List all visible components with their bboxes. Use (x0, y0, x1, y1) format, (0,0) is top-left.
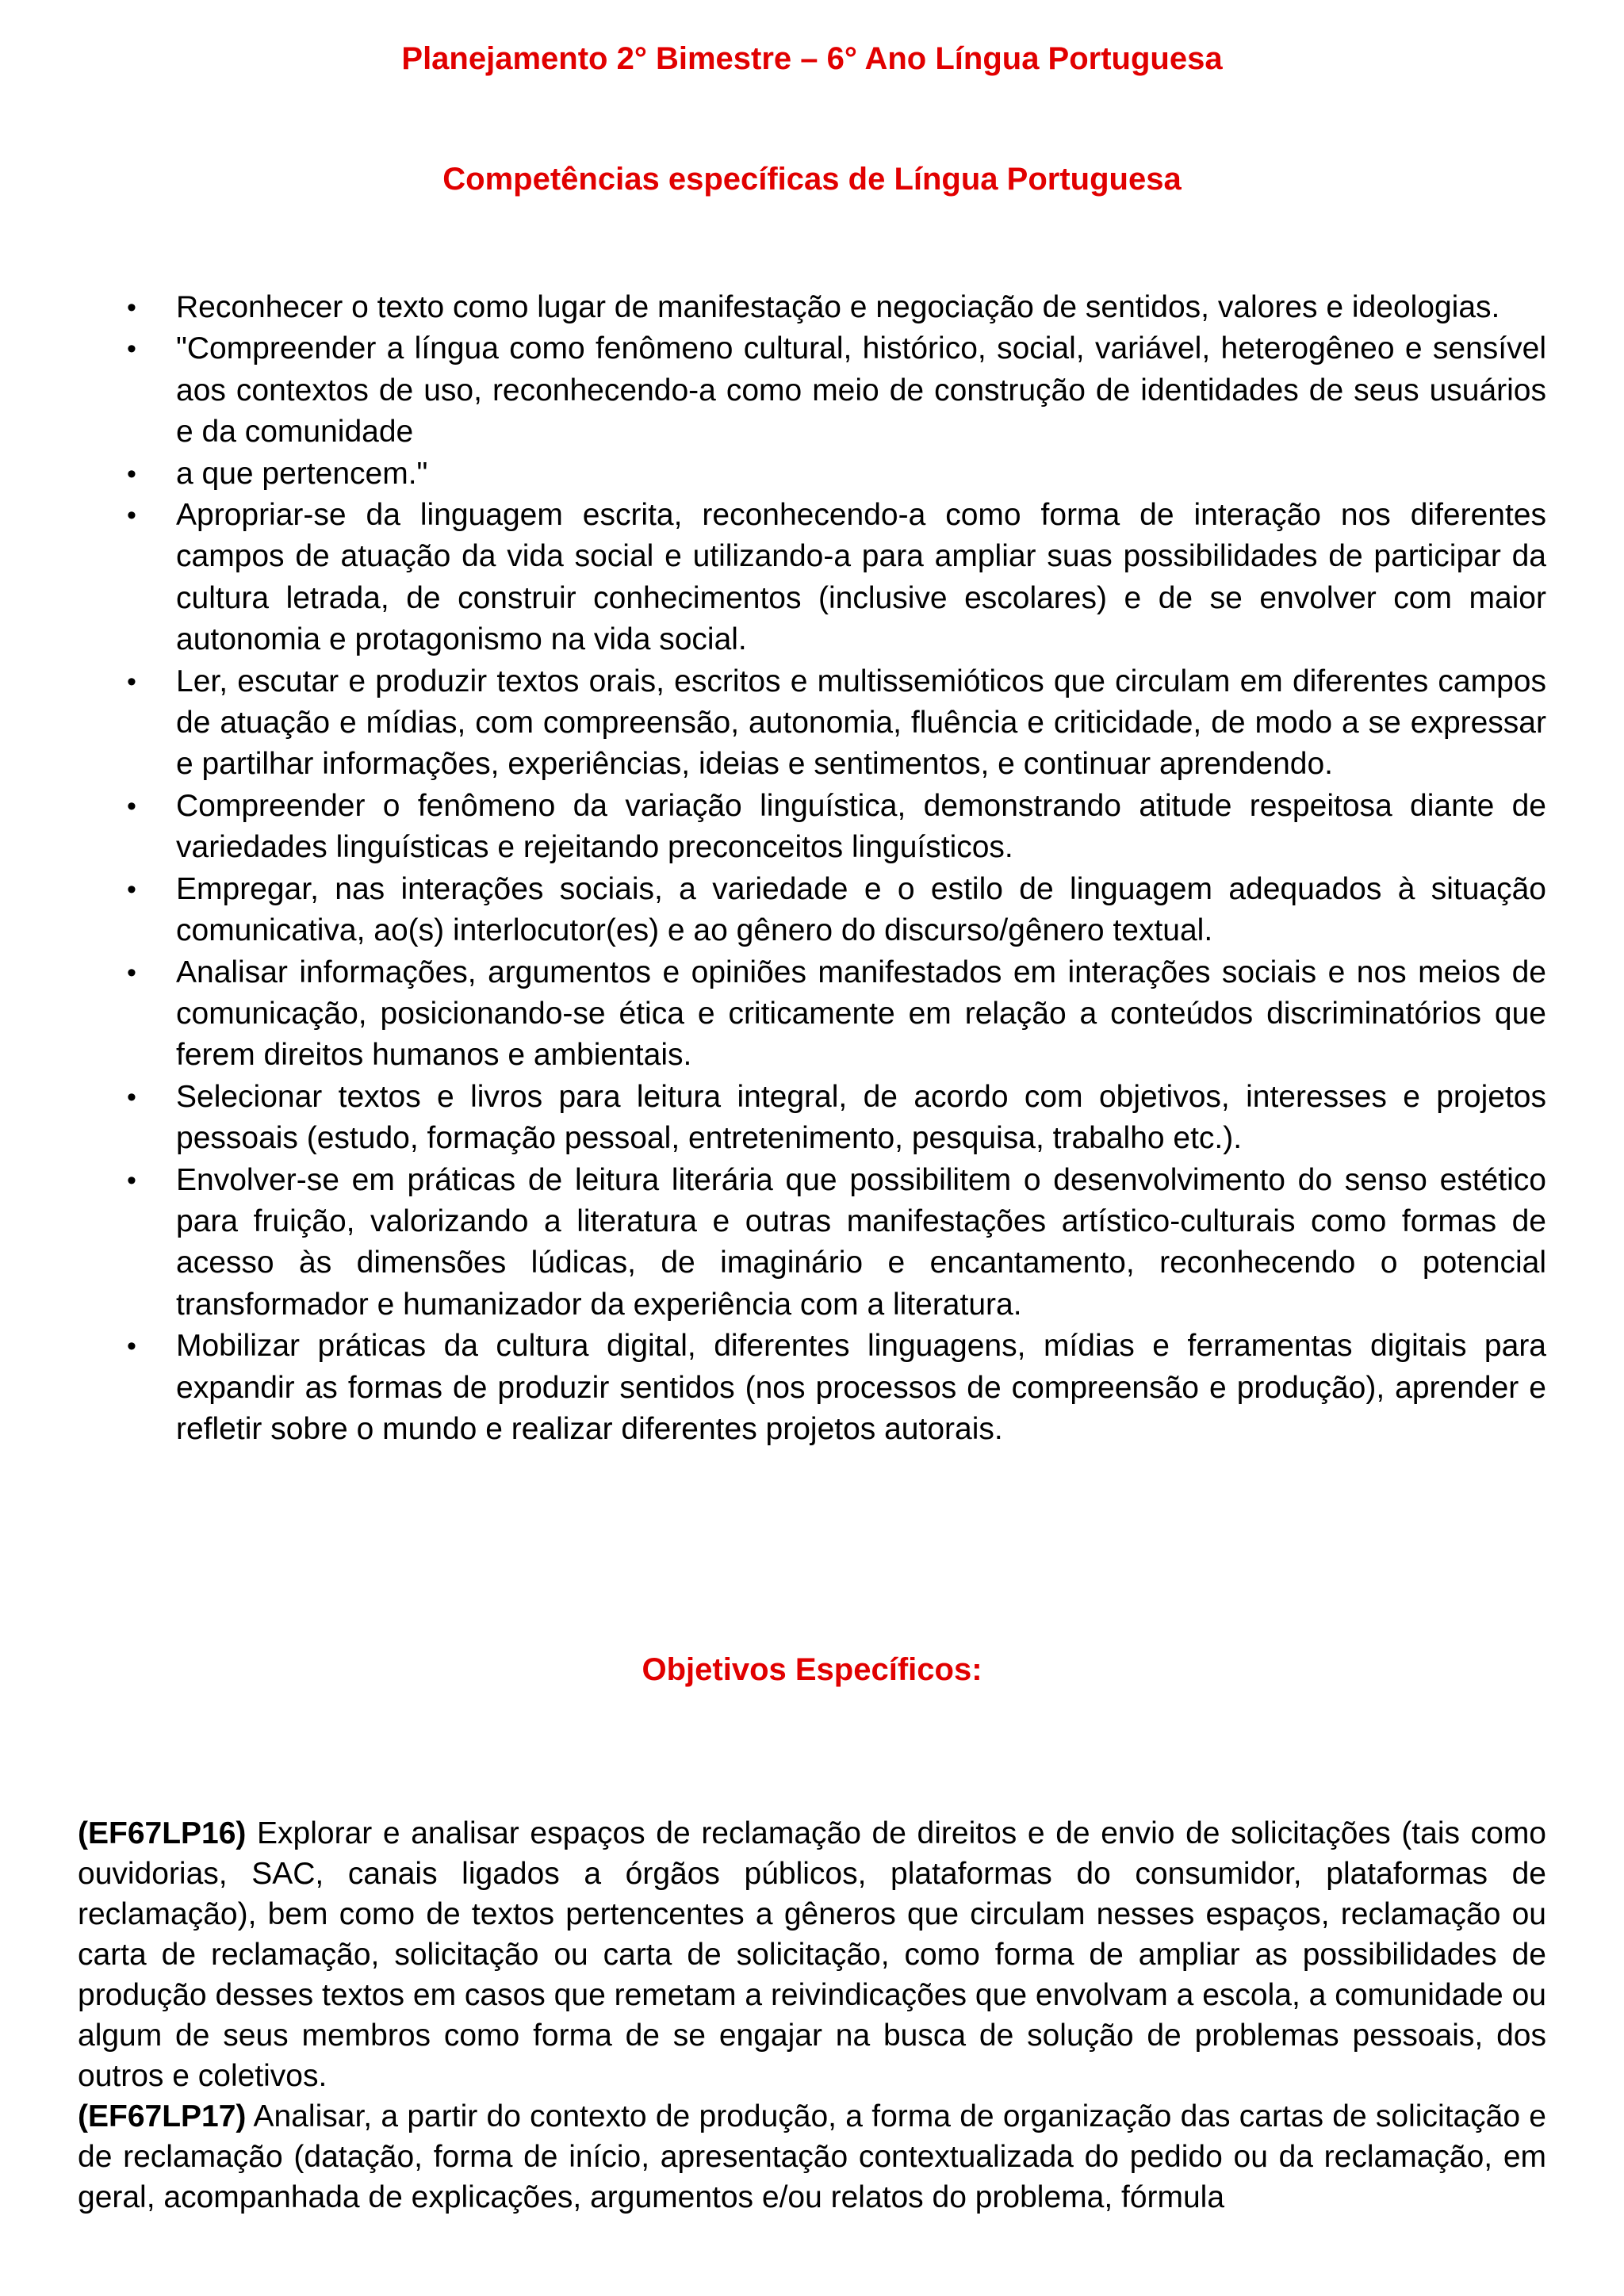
list-item (127, 661, 1546, 786)
list-item (127, 287, 1546, 328)
list-item-text: Empregar, nas interações sociais, a variedade e o estilo de linguagem adequados à situação comunicativa, ao(s) interlocutor(es) e ao gênero do discurso/gênero textual. (176, 871, 1546, 948)
list-item (127, 869, 1546, 952)
list-item (127, 1160, 1546, 1326)
bullet-icon: • (127, 500, 136, 531)
list-item-text: Reconhecer o texto como lugar de manifestação e negociação de sentidos, valores e ideologias. (176, 290, 1500, 324)
list-item-text: Compreender o fenômeno da variação linguística, demonstrando atitude respeitosa diante de variedades linguísticas e rejeitando preconceitos linguísticos. (176, 788, 1546, 865)
objetivo-text: Explorar e analisar espaços de reclamação de direitos e de envio de solicitações (tais como ouvidorias, SAC, canais ligados a órgãos públicos, plataformas do consumidor, plataformas de reclamação), bem como de textos pertencentes a gêneros que circulam nesses espaços, reclamação ou carta de reclamação, solicitação ou carta de solicitação, como forma de ampliar as possibilidades de produção desses textos em casos que remetam a reivindicações que envolvam a escola, a comunidade ou algum de seus membros como forma de se engajar na busca de solução de problemas pessoais, dos outros e coletivos. (78, 1816, 1546, 2093)
bullet-icon: • (127, 1331, 136, 1362)
list-item-text: Analisar informações, argumentos e opiniões manifestados em interações sociais e nos meios de comunicação, posicionando-se ética e criticamente em relação a conteúdos discriminatórios que ferem direitos humanos e ambientais. (176, 955, 1546, 1073)
list-item (127, 786, 1546, 869)
objetivo-code: (EF67LP17) (78, 2099, 247, 2133)
list-item-text: Envolver-se em práticas de leitura literária que possibilitem o desenvolvimento do senso estético para fruição, valorizando a literatura e outras manifestações artístico-culturais como formas de acesso às dimensões lúdicas, de imaginário e encantamento, reconhecendo o potencial transformador e humanizador da experiência com a literatura. (176, 1162, 1546, 1322)
list-item (127, 1077, 1546, 1160)
list-item (127, 952, 1546, 1077)
bullet-icon: • (127, 1165, 136, 1196)
objetivo-paragraph (78, 1813, 1546, 2096)
list-item-text: Apropriar-se da linguagem escrita, reconhecendo-a como forma de interação nos diferentes campos de atuação da vida social e utilizando-a para ampliar suas possibilidades de participar da cultura letrada, de construir conhecimentos (inclusive escolares) e de se envolver com maior autonomia e protagonismo na vida social. (176, 498, 1546, 657)
list-item-text: Selecionar textos e livros para leitura integral, de acordo com objetivos, interesses e projetos pessoais (estudo, formação pessoal, entretenimento, pesquisa, trabalho etc.). (176, 1079, 1546, 1156)
objetivo-text: Analisar, a partir do contexto de produção, a forma de organização das cartas de solicitação e de reclamação (datação, forma de início, apresentação contextualizada do pedido ou da reclamação, em geral, acompanhada de explicações, argumentos e/ou relatos do problema, fórmula (78, 2099, 1546, 2214)
objetivos-section (78, 1813, 1546, 2218)
objetivos-heading: Objetivos Específicos: (642, 1652, 982, 1687)
competencias-list (127, 287, 1546, 1450)
list-item-text: Mobilizar práticas da cultura digital, diferentes linguagens, mídias e ferramentas digitais para expandir as formas de produzir sentidos (nos processos de compreensão e produção), aprender e refletir sobre o mundo e realizar diferentes projetos autorais. (176, 1329, 1546, 1446)
list-item (127, 328, 1546, 453)
document-title: Planejamento 2° Bimestre – 6° Ano Língua Portuguesa (401, 41, 1223, 76)
bullet-icon: • (127, 874, 136, 905)
list-item (127, 453, 1546, 495)
list-item-text: "Compreender a língua como fenômeno cultural, histórico, social, variável, heterogêneo e sensível aos contextos de uso, reconhecendo-a como meio de construção de identidades de seus usuários e da comunidade (176, 331, 1546, 450)
objetivo-code: (EF67LP16) (78, 1816, 247, 1850)
list-item (127, 1326, 1546, 1450)
list-item (127, 495, 1546, 661)
bullet-icon: • (127, 957, 136, 988)
bullet-icon: • (127, 458, 136, 489)
bullet-icon: • (127, 293, 136, 323)
bullet-icon: • (127, 666, 136, 697)
list-item-text: a que pertencem." (176, 456, 428, 491)
competencias-heading: Competências específicas de Língua Portuguesa (442, 162, 1182, 197)
bullet-icon: • (127, 1081, 136, 1112)
bullet-icon: • (127, 790, 136, 821)
objetivo-paragraph (78, 2096, 1546, 2218)
list-item-text: Ler, escutar e produzir textos orais, escritos e multissemióticos que circulam em diferentes campos de atuação e mídias, com compreensão, autonomia, fluência e criticidade, de modo a se expressar e partilhar informações, experiências, ideias e sentimentos, e continuar aprendendo. (176, 664, 1546, 782)
bullet-icon: • (127, 334, 136, 365)
